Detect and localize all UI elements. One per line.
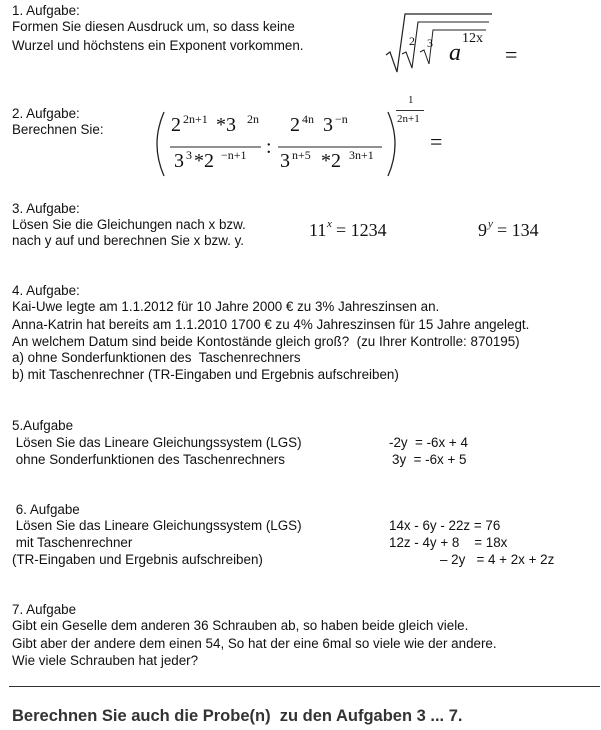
task4-text-line1: Kai-Uwe legte am 1.1.2012 für 10 Jahre 2000 € zu 3% Jahreszinsen an. (12, 299, 440, 314)
eq2-base: 9 (478, 220, 487, 240)
eq1-rhs: = 1234 (336, 220, 387, 240)
task5-text-line2: ohne Sonderfunktionen des Taschenrechners (12, 452, 285, 467)
outer-exp-denominator: 2n+1 (397, 113, 420, 125)
frac1-num-base-2: 2 (171, 114, 181, 136)
frac2-den-base-3: 3 (280, 150, 290, 172)
task3-title: 3. Aufgabe: (12, 201, 80, 216)
frac1-den-op: *2 (194, 150, 214, 172)
task5-text-line1: Lösen Sie das Lineare Gleichungssystem (LGS) (12, 435, 302, 450)
divider-line (9, 686, 600, 687)
task5-equation1: -2y = -6x + 4 (389, 435, 468, 450)
task1-text-line2: Wurzel und höchstens ein Exponent vorkommen. (12, 38, 304, 53)
frac2-num-base-2: 2 (290, 114, 300, 136)
frac1-den-base-3: 3 (174, 150, 184, 172)
frac1-den-exp-b: −n+1 (221, 148, 247, 162)
task7-text-line1: Gibt ein Geselle dem anderen 36 Schrauben ab, so haben beide gleich viele. (12, 618, 469, 633)
task2-equals: = (430, 129, 443, 154)
task7-text-line3: Wie viele Schrauben hat jeder? (12, 653, 199, 668)
task5-equation2: 3y = -6x + 5 (392, 452, 467, 467)
task1-title: 1. Aufgabe: (12, 3, 80, 18)
task7-text-line2: Gibt aber der andere dem einen 54, So hat der eine 6mal so viele wie der andere. (12, 636, 497, 651)
task5-title: 5.Aufgabe (12, 418, 74, 433)
division-colon: : (266, 136, 272, 158)
frac2-num-base-3: 3 (323, 114, 333, 136)
footer-instruction: Berechnen Sie auch die Probe(n) zu den Aufgaben 3 ... 7. (12, 707, 463, 725)
frac2-den-exp-a: n+5 (292, 148, 311, 162)
task7-title: 7. Aufgabe (12, 602, 77, 617)
frac2-den-exp-b: 3n+1 (349, 148, 374, 162)
frac2-den-op: *2 (321, 150, 341, 172)
root-base: a (449, 40, 461, 66)
task6-title: 6. Aufgabe (12, 502, 80, 517)
task6-equation3: – 2y = 4 + 2x + 2z (440, 552, 555, 567)
eq1-base: 11 (309, 220, 327, 240)
task4-text-line2: Anna-Katrin hat bereits am 1.1.2010 1700 € zu 4% Jahreszinsen für 15 Jahre angelegt. (12, 317, 530, 332)
task6-equation2: 12z - 4y + 8 = 18x (389, 535, 508, 550)
task1-text-line1: Formen Sie diesen Ausdruck um, so dass keine (12, 19, 295, 34)
root-exponent: 12x (462, 31, 483, 46)
task6-text-line3: (TR-Eingaben und Ergebnis aufschreiben) (12, 552, 263, 567)
task6-text-line1: Lösen Sie das Lineare Gleichungssystem (LGS) (12, 518, 302, 533)
task4-title: 4. Aufgabe: (12, 283, 80, 298)
task3-text-line1: Lösen Sie die Gleichungen nach x bzw. (12, 217, 246, 232)
task2-text-line1: Berechnen Sie: (12, 122, 104, 137)
frac1-num-op: *3 (216, 114, 236, 136)
eq2-exponent: y (488, 218, 493, 230)
outer-exp-fraction-line (396, 110, 424, 111)
task1-equals: = (505, 42, 518, 67)
outer-exp-numerator: 1 (408, 94, 414, 106)
task4-text-line3: An welchem Datum sind beide Kontostände gleich groß? (zu Ihrer Kontrolle: 870195) (12, 334, 520, 349)
task4-text-line4: a) ohne Sonderfunktionen des Taschenrechners (12, 350, 301, 365)
task3-text-line2: nach y auf und berechnen Sie x bzw. y. (12, 233, 245, 248)
frac2-num-exp-b: −n (335, 112, 348, 126)
frac2-num-exp-a: 4n (302, 112, 314, 126)
task4-text-line5: b) mit Taschenrechner (TR-Eingaben und Ergebnis aufschreiben) (12, 367, 399, 382)
root-index-2: 2 (409, 34, 415, 48)
eq2-rhs: = 134 (497, 220, 539, 240)
frac1-num-exp-a: 2n+1 (183, 112, 208, 126)
task2-title: 2. Aufgabe: (12, 106, 80, 121)
root-index-3: 3 (427, 36, 433, 50)
frac1-num-exp-b: 2n (247, 112, 259, 126)
task6-text-line2: mit Taschenrechner (12, 535, 133, 550)
frac1-den-exp-a: 3 (186, 148, 192, 162)
eq1-exponent: x (327, 218, 332, 230)
task6-equation1: 14x - 6y - 22z = 76 (389, 518, 501, 533)
